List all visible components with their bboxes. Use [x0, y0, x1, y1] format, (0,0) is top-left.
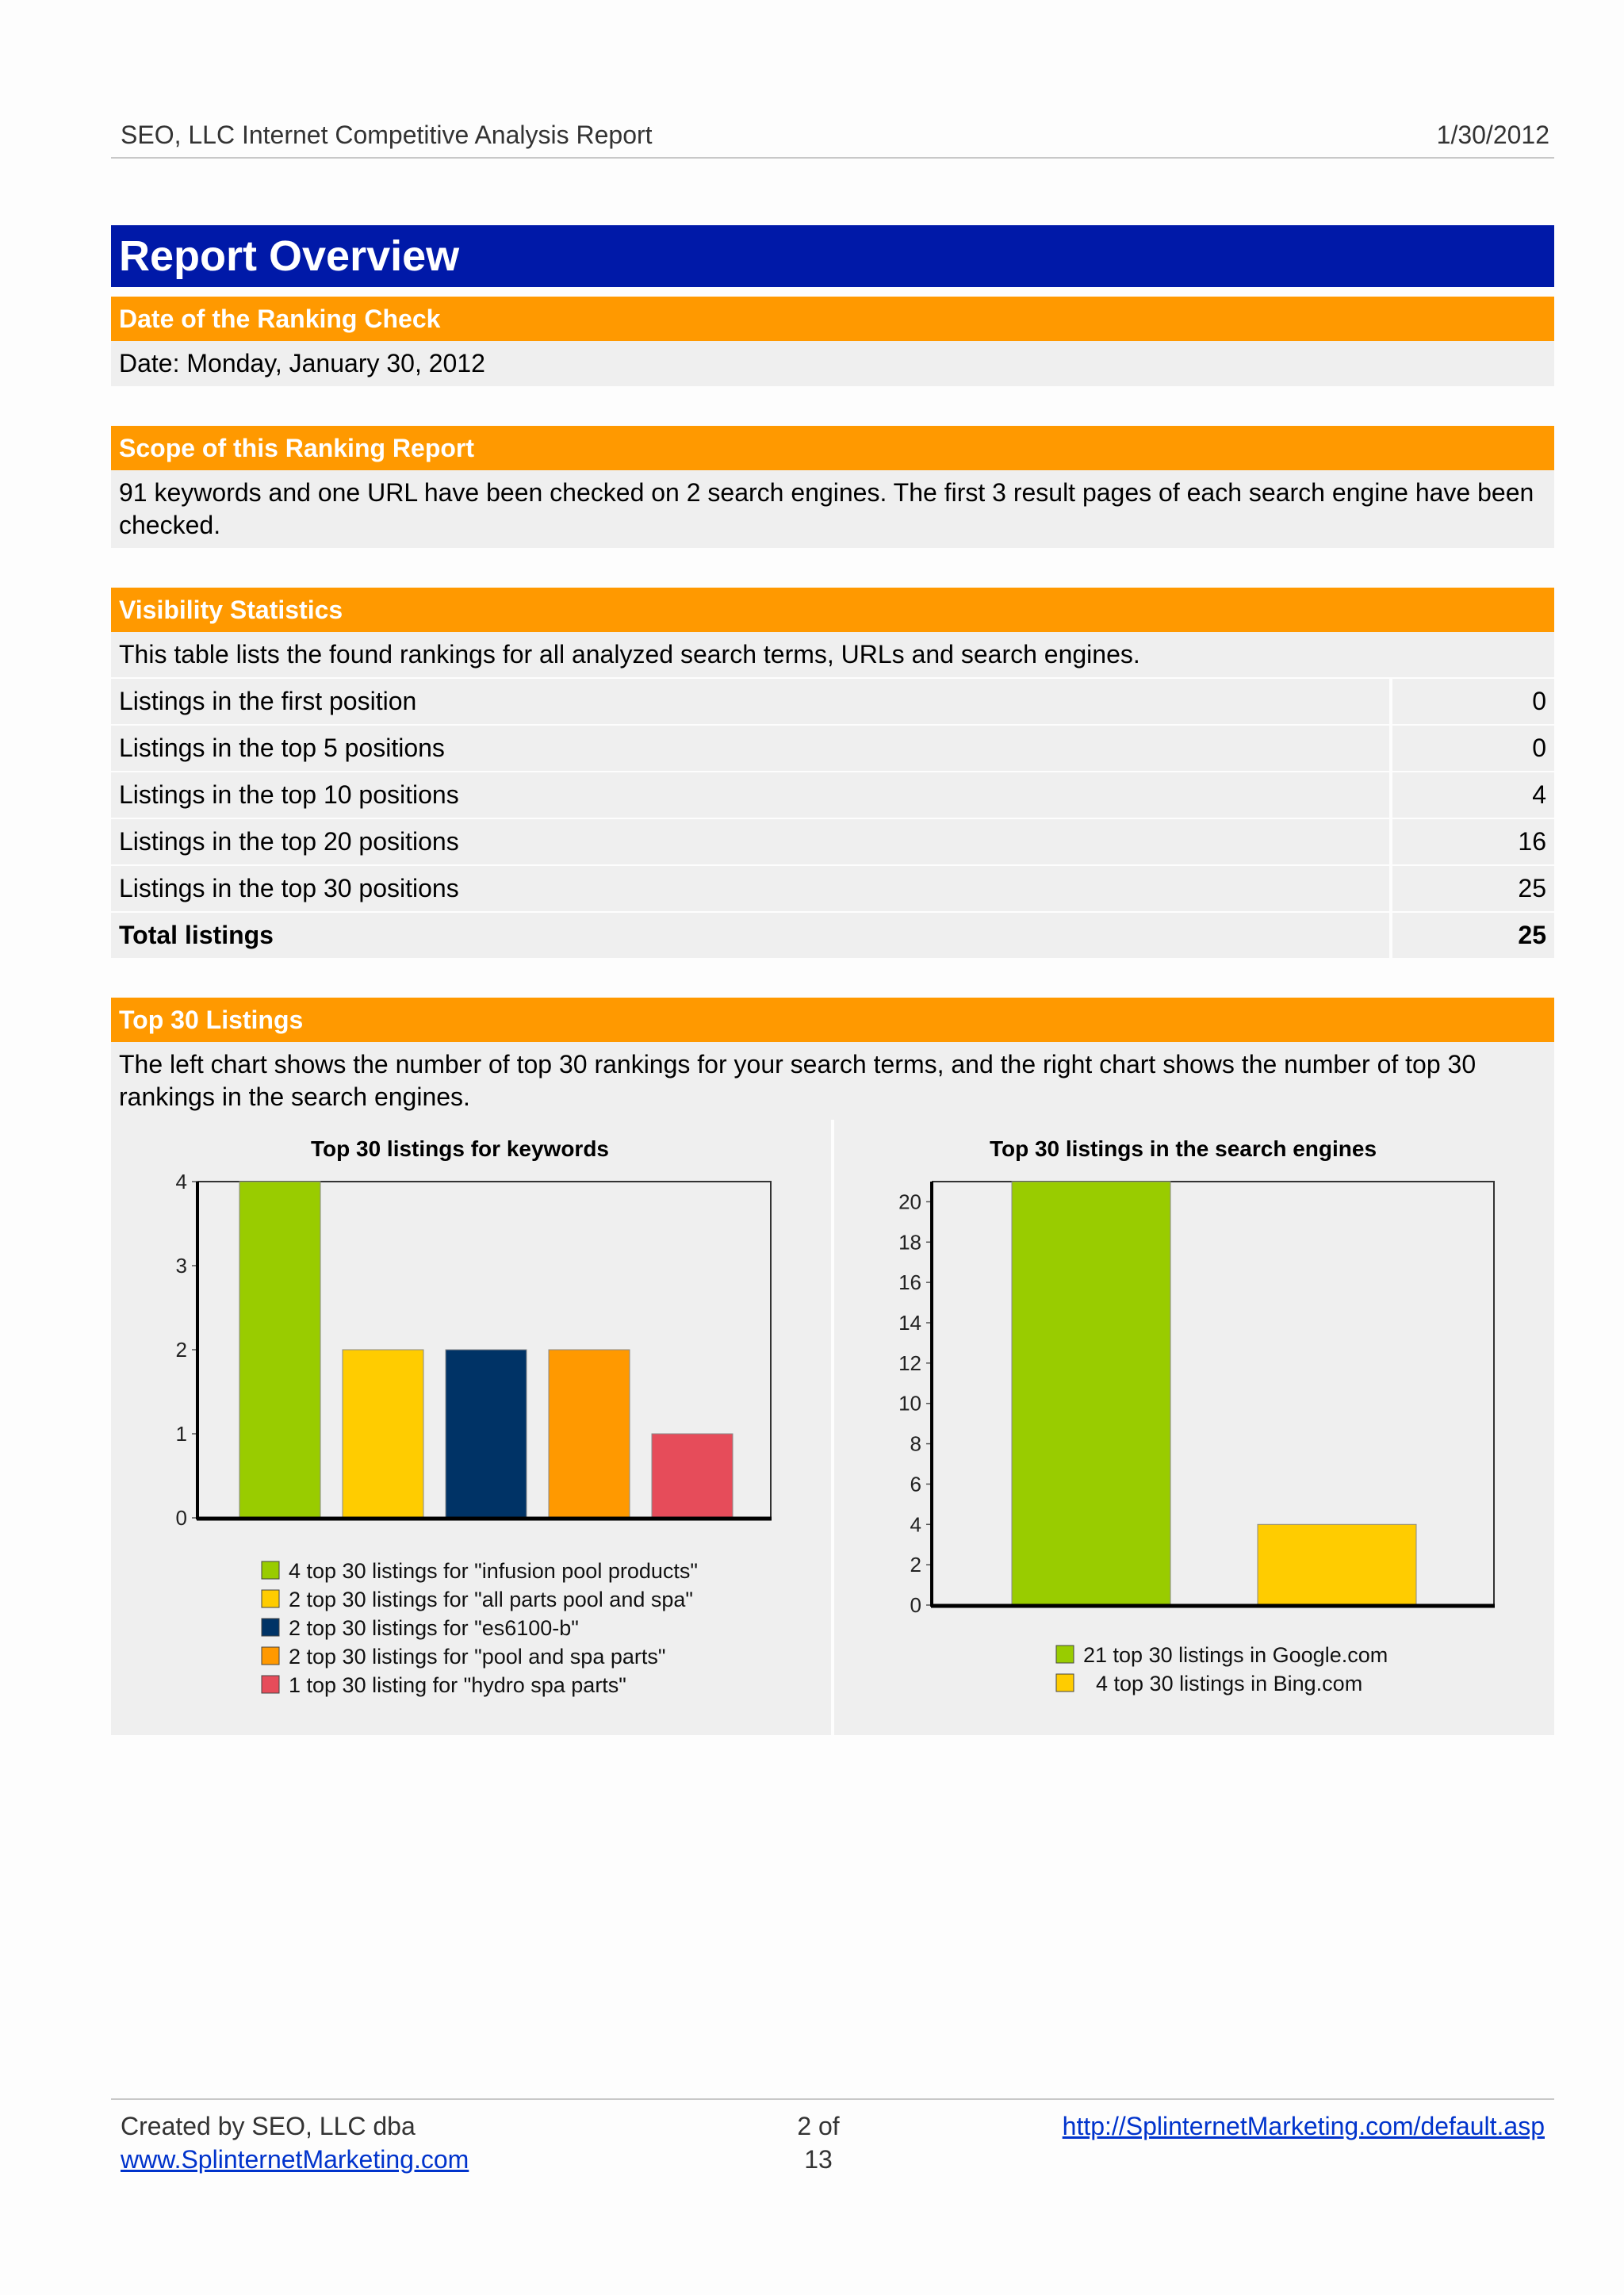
footer-credit — [121, 2109, 469, 2176]
legend-swatch — [262, 1619, 279, 1636]
table-row — [111, 725, 1554, 772]
bar — [1258, 1524, 1416, 1605]
visibility-heading: Visibility Statistics — [111, 588, 1554, 632]
total-label: Total listings — [111, 912, 1391, 958]
legend-label: 2 top 30 listings for "all parts pool and spa" — [289, 1588, 693, 1611]
chart-title: Top 30 listings for keywords — [310, 1136, 610, 1161]
y-tick-label: 0 — [910, 1593, 921, 1617]
stat-label: Listings in the top 20 positions — [111, 818, 1391, 865]
legend-swatch — [1056, 1646, 1074, 1663]
stat-label: Listings in the top 30 positions — [111, 865, 1391, 912]
top30-heading: Top 30 Listings — [111, 998, 1554, 1042]
y-tick-label: 3 — [175, 1254, 187, 1278]
bar — [1012, 1182, 1170, 1605]
keywords-chart-cell — [111, 1120, 831, 1735]
legend-label: 2 top 30 listings for "pool and spa parts" — [289, 1645, 666, 1669]
y-tick-label: 4 — [910, 1512, 921, 1537]
date-check-heading: Date of the Ranking Check — [111, 297, 1554, 341]
y-tick-label: 1 — [175, 1422, 187, 1446]
running-footer — [111, 2098, 1554, 2174]
page-number-line1: 2 of — [797, 2112, 840, 2140]
legend-swatch — [262, 1561, 279, 1579]
stat-value: 16 — [1391, 818, 1554, 865]
y-tick-label: 0 — [175, 1506, 187, 1530]
footer-site-link[interactable]: www.SplinternetMarketing.com — [121, 2145, 469, 2174]
bar — [446, 1350, 527, 1518]
y-tick-label: 2 — [175, 1338, 187, 1362]
legend-label: 21 top 30 listings in Google.com — [1083, 1643, 1388, 1667]
footer-created-text: Created by SEO, LLC dba — [121, 2112, 416, 2140]
stat-value: 4 — [1391, 772, 1554, 818]
total-row — [111, 912, 1554, 958]
running-header — [111, 121, 1554, 159]
footer-url-link[interactable]: http://SplinternetMarketing.com/default.asp — [1062, 2112, 1545, 2140]
stat-value: 25 — [1391, 865, 1554, 912]
y-tick-label: 4 — [175, 1170, 187, 1193]
report-content — [111, 225, 1554, 1735]
legend-swatch — [1056, 1674, 1074, 1692]
y-tick-label: 14 — [898, 1311, 921, 1335]
visibility-intro: This table lists the found rankings for all analyzed search terms, URLs and search engines. — [111, 632, 1554, 677]
y-tick-label: 20 — [898, 1190, 921, 1214]
legend-label: 1 top 30 listing for "hydro spa parts" — [289, 1673, 626, 1697]
stat-value: 0 — [1391, 725, 1554, 772]
y-tick-label: 10 — [898, 1391, 921, 1416]
y-tick-label: 6 — [910, 1472, 921, 1496]
charts-row — [111, 1120, 1554, 1735]
chart-title: Top 30 listings in the search engines — [989, 1136, 1377, 1161]
page-number — [779, 2109, 858, 2176]
total-value: 25 — [1391, 912, 1554, 958]
page-number-line2: 13 — [804, 2145, 833, 2174]
y-tick-label: 2 — [910, 1553, 921, 1577]
bar — [343, 1350, 423, 1518]
footer-url — [1063, 2109, 1545, 2143]
stat-label: Listings in the top 10 positions — [111, 772, 1391, 818]
y-tick-label: 16 — [898, 1270, 921, 1295]
legend-label: 2 top 30 listings for "es6100-b" — [289, 1616, 579, 1640]
bar — [549, 1350, 630, 1518]
bar — [239, 1182, 320, 1518]
top30-text: The left chart shows the number of top 30 rankings for your search terms, and the right chart shows the number of top 30 rankings in the search engines. — [111, 1042, 1554, 1120]
legend-swatch — [262, 1676, 279, 1693]
report-title: SEO, LLC Internet Competitive Analysis Report — [121, 121, 653, 149]
page-title: Report Overview — [111, 225, 1554, 287]
scope-text: 91 keywords and one URL have been checked on 2 search engines. The first 3 result pages of each search engine have been checked. — [111, 470, 1554, 548]
y-tick-label: 8 — [910, 1431, 921, 1456]
keywords-chart — [111, 1120, 831, 1735]
stat-label: Listings in the top 5 positions — [111, 725, 1391, 772]
legend-swatch — [262, 1590, 279, 1607]
stat-label: Listings in the first position — [111, 678, 1391, 725]
table-row — [111, 678, 1554, 725]
visibility-table — [111, 677, 1554, 958]
scope-heading: Scope of this Ranking Report — [111, 426, 1554, 470]
table-row — [111, 818, 1554, 865]
table-row — [111, 865, 1554, 912]
y-tick-label: 12 — [898, 1351, 921, 1375]
legend-label: 4 top 30 listings in Bing.com — [1096, 1672, 1363, 1695]
stat-value: 0 — [1391, 678, 1554, 725]
engines-chart-cell — [834, 1120, 1554, 1735]
legend-swatch — [262, 1647, 279, 1665]
table-row — [111, 772, 1554, 818]
y-tick-label: 18 — [898, 1230, 921, 1255]
engines-chart — [834, 1120, 1554, 1735]
report-date: 1/30/2012 — [1436, 121, 1549, 149]
date-check-text: Date: Monday, January 30, 2012 — [111, 341, 1554, 386]
legend-label: 4 top 30 listings for "infusion pool products" — [289, 1559, 698, 1583]
bar — [652, 1434, 733, 1518]
